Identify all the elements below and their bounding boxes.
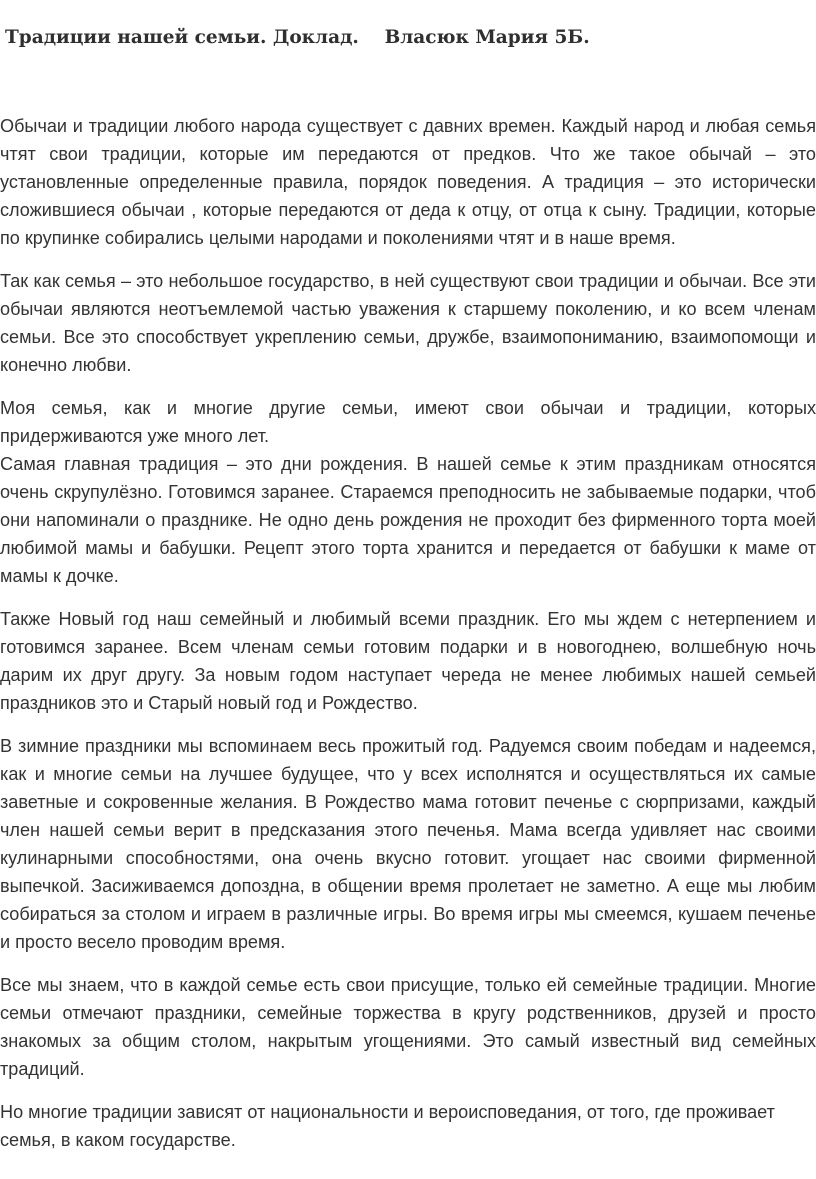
- paragraph-2: Так как семья – это небольшое государство, в ней существуют свои традиции и обычаи. Все эти обычаи являются неотъемлемой частью уважения к старшему поколению, и ко всем членам семьи. Все это способствует укреплению семьи, дружбе, взаимопониманию, взаимопомощи и конечно любви.: [0, 271, 816, 375]
- document-body: [0, 112, 816, 1169]
- paragraph-3: [0, 394, 816, 590]
- paragraph-1: Обычаи и традиции любого народа существует с давних времен. Каждый народ и любая семья чтят свои традиции, которые им передаются от предков. Что же такое обычай – это установленные определенные правила, порядок поведения. А традиция – это исторически сложившиеся обычаи , которые передаются от деда к отцу, от отца к сыну. Традиции, которые по крупинке собирались целыми народами и поколениями чтят и в наше время.: [0, 116, 816, 248]
- paragraph-3-line-1: Моя семья, как и многие другие семьи, имеют свои обычаи и традиции, которых придерживаются уже много лет.: [0, 398, 816, 446]
- document-title: Традиции нашей семьи. Доклад. Власюк Мария 5Б.: [5, 27, 590, 48]
- paragraph-6: Все мы знаем, что в каждой семье есть свои присущие, только ей семейные традиции. Многие семьи отмечают праздники, семейные торжества в кругу родственников, друзей и просто знакомых за общим столом, накрытым угощениями. Это самый известный вид семейных традиций.: [0, 975, 816, 1079]
- paragraph-5: В зимние праздники мы вспоминаем весь прожитый год. Радуемся своим победам и надеемся, как и многие семьи на лучшее будущее, что у всех исполнятся и осуществляться их самые заветные и сокровенные желания. В Рождество мама готовит печенье с сюрпризами, каждый член нашей семьи верит в предсказания этого печенья. Мама всегда удивляет нас своими кулинарными способностями, она очень вкусно готовит. угощает нас своими фирменной выпечкой. Засиживаемся допоздна, в общении время пролетает не заметно. А еще мы любим собираться за столом и играем в различные игры. Во время игры мы смеемся, кушаем печенье и просто весело проводим время.: [0, 736, 816, 952]
- paragraph-7: Но многие традиции зависят от национальности и вероисповедания, от того, где проживает семья, в каком государстве.: [0, 1102, 775, 1150]
- paragraph-3-line-2: Самая главная традиция – это дни рождения. В нашей семье к этим праздникам относятся очень скрупулёзно. Готовимся заранее. Стараемся преподносить не забываемые подарки, чтоб они напоминали о празднике. Не одно день рождения не проходит без фирменного торта моей любимой мамы и бабушки. Рецепт этого торта хранится и передается от бабушки к маме от мамы к дочке.: [0, 454, 816, 586]
- paragraph-4: Также Новый год наш семейный и любимый всеми праздник. Его мы ждем с нетерпением и готовимся заранее. Всем членам семьи готовим подарки и в новогоднею, волшебную ночь дарим их друг другу. За новым годом наступает череда не менее любимых нашей семьей праздников это и Старый новый год и Рождество.: [0, 609, 816, 713]
